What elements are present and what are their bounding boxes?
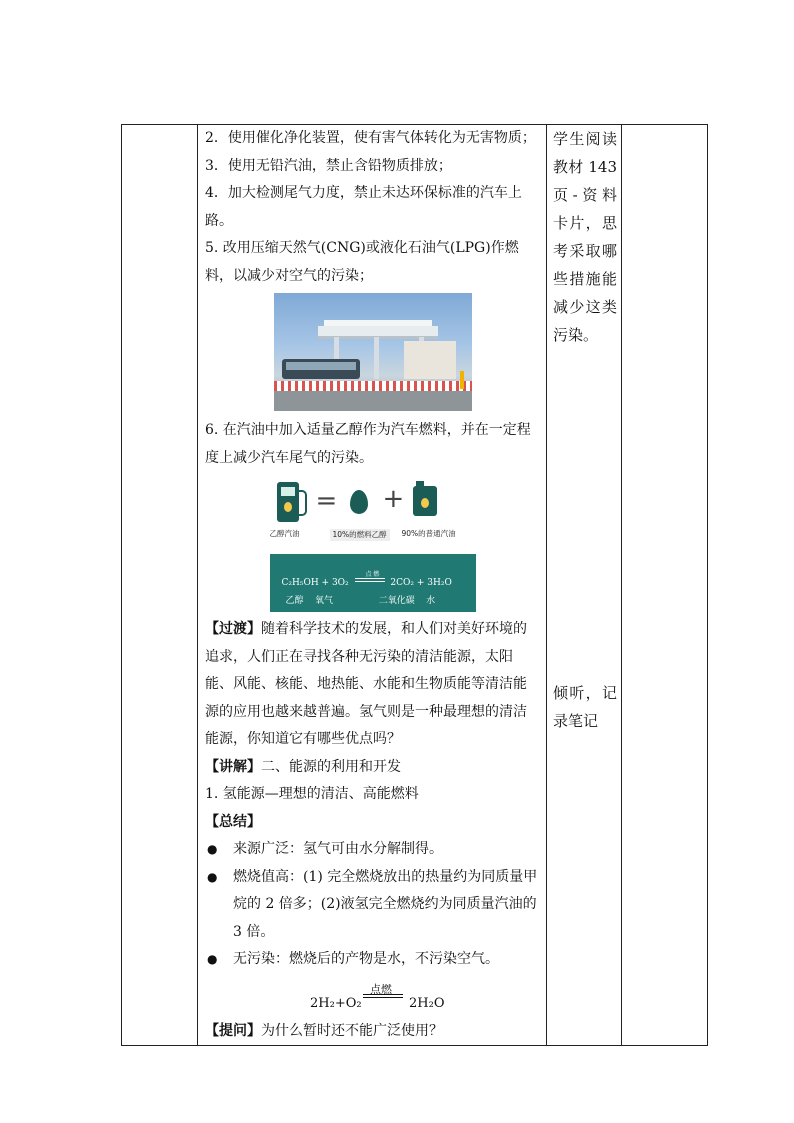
- bullet-no-pollution: ● 无污染：燃烧后的产物是水，不污染空气。: [207, 951, 499, 967]
- transition-paragraph: 【过渡】随着科学技术的发展，和人们对美好环境的追求，人们正在寻找各种无污染的清洁能源，太阳能、风能、核能、地热能、水能和生物质能等清洁能源的应用也越来越普遍。氢气则是一种最理想的清洁能源，你知道它有哪些优点吗？: [205, 621, 527, 747]
- measure-item-6: 6. 在汽油中加入适量乙醇作为汽车燃料，并在一定程度上减少汽车尾气的污染。: [205, 422, 531, 466]
- label-gasoline: 90%的普通汽油: [401, 529, 456, 538]
- column-stage: [122, 125, 198, 1046]
- measure-item-5: 5. 改用压缩天然气(CNG)或液化石油气(LPG)作燃料，以减少对空气的污染；: [205, 240, 519, 284]
- fuel-can-icon: [413, 486, 437, 516]
- gas-station-photo: [274, 293, 472, 411]
- measure-item-3: 3．使用无铅汽油，禁止含铅物质排放；: [205, 157, 452, 174]
- column-design-intent: [622, 125, 708, 1046]
- hydrogen-title: 1. 氢能源—理想的清洁、高能燃料: [205, 786, 419, 802]
- lecture-paragraph: 【讲解】二、能源的利用和开发: [205, 758, 401, 775]
- column-teacher-activity: [198, 125, 547, 1046]
- lesson-plan-table: [121, 124, 708, 1046]
- ethanol-gasoline-figure: [270, 482, 476, 612]
- question-paragraph: 【提问】为什么暂时还不能广泛使用？: [205, 1022, 443, 1039]
- equals-icon: =: [315, 486, 338, 516]
- student-note-reading: 学生阅读教材 143 页-资料卡片，思考采取哪些措施能减少这类污染。: [553, 130, 617, 344]
- bullet-heat-value: ● 燃烧值高：(1) 完全燃烧放出的热量约为同质量甲烷的 2 倍多；(2)液氢完全燃烧约为同质量汽油的 3 倍。: [207, 868, 538, 940]
- hydrogen-combustion-equation: 点燃 2H₂+O₂ 2H₂O: [310, 982, 445, 1011]
- measure-item-4: 4．加大检测尾气力度，禁止未达环保标准的汽车上路。: [205, 185, 522, 229]
- plus-icon: +: [382, 484, 405, 514]
- bullet-source: ● 来源广泛：氢气可由水分解制得。: [207, 841, 443, 857]
- ethanol-combustion-equation: 点 燃 C₂H₅OH + 3O₂ 2CO₂ + 3H₂O 乙醇 氧气 二氧化碳 水: [270, 554, 476, 612]
- label-ethanol: 10%的燃料乙醇: [330, 529, 390, 541]
- ethanol-drop-icon: [350, 490, 368, 514]
- summary-tag: 【总结】: [205, 813, 261, 830]
- column-student-activity: [547, 125, 622, 1046]
- student-note-listening: 倾听，记录笔记: [553, 684, 617, 730]
- fuel-pump-icon: [277, 482, 299, 522]
- measure-item-2: 2．使用催化净化装置，使有害气体转化为无害物质；: [205, 130, 536, 146]
- label-gasohol: 乙醇汽油: [269, 529, 300, 538]
